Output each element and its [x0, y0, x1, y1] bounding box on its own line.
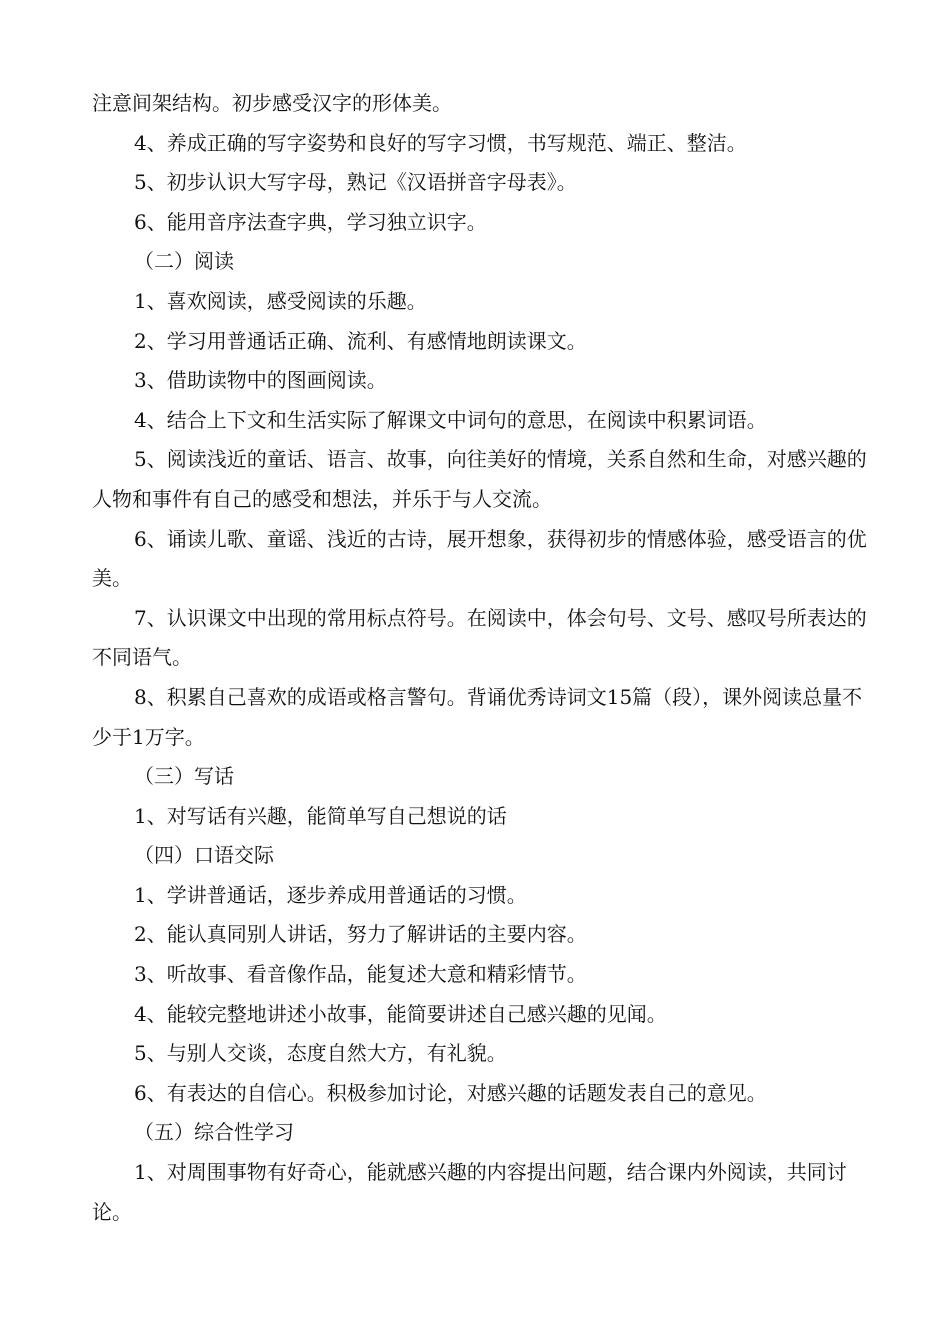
paragraph-item: 1、喜欢阅读，感受阅读的乐趣。 [134, 288, 427, 313]
paragraph-item: 7、认识课文中出现的常用标点符号。在阅读中，体会句号、文号、感叹号所表达的不同语气。 [92, 605, 867, 670]
paragraph-item: 3、借助读物中的图画阅读。 [134, 368, 387, 393]
paragraph-item: 8、积累自己喜欢的成语或格言警句。背诵优秀诗词文15篇（段），课外阅读总量不少于1万字。 [92, 684, 863, 749]
paragraph-item: 6、诵读儿歌、童谣、浅近的古诗，展开想象，获得初步的情感体验，感受语言的优美。 [92, 526, 867, 591]
paragraph-item: 4、结合上下文和生活实际了解课文中词句的意思，在阅读中积累词语。 [134, 407, 767, 432]
section-heading-reading: （二）阅读 [134, 249, 234, 274]
paragraph-item: 1、对周围事物有好奇心，能就感兴趣的内容提出问题，结合课内外阅读，共同讨论。 [92, 1160, 847, 1224]
section-heading-writing: （三）写话 [134, 764, 234, 789]
paragraph-item: 1、学讲普通话，逐步养成用普通话的习惯。 [134, 882, 527, 907]
paragraph-item: 5、阅读浅近的童话、语言、故事，向往美好的情境，关系自然和生命，对感兴趣的人物和事件有自己的感受和想法，并乐于与人交流。 [92, 447, 867, 511]
paragraph-item: 6、能用音序法查字典，学习独立识字。 [134, 209, 487, 234]
section-heading-oral-communication: （四）口语交际 [134, 843, 274, 868]
paragraph-item: 5、与别人交谈，态度自然大方，有礼貌。 [134, 1041, 507, 1066]
paragraph-item: 3、听故事、看音像作品，能复述大意和精彩情节。 [134, 962, 587, 987]
paragraph-item: 6、有表达的自信心。积极参加讨论，对感兴趣的话题发表自己的意见。 [134, 1080, 767, 1105]
paragraph-item: 4、能较完整地讲述小故事，能简要讲述自己感兴趣的见闻。 [134, 1001, 667, 1026]
paragraph-item: 2、能认真同别人讲话，努力了解讲话的主要内容。 [134, 922, 587, 947]
paragraph-item: 2、学习用普通话正确、流利、有感情地朗读课文。 [134, 328, 587, 353]
document-page [92, 84, 870, 1232]
paragraph-item: 5、初步认识大写字母，熟记《汉语拼音字母表》。 [134, 170, 577, 195]
paragraph-continuation: 注意间架结构。初步感受汉字的形体美。 [92, 91, 452, 115]
section-heading-comprehensive-learning: （五）综合性学习 [134, 1120, 294, 1145]
paragraph-item: 1、对写话有兴趣，能简单写自己想说的话 [134, 803, 507, 828]
paragraph-item: 4、养成正确的写字姿势和良好的写字习惯，书写规范、端正、整洁。 [134, 130, 747, 155]
